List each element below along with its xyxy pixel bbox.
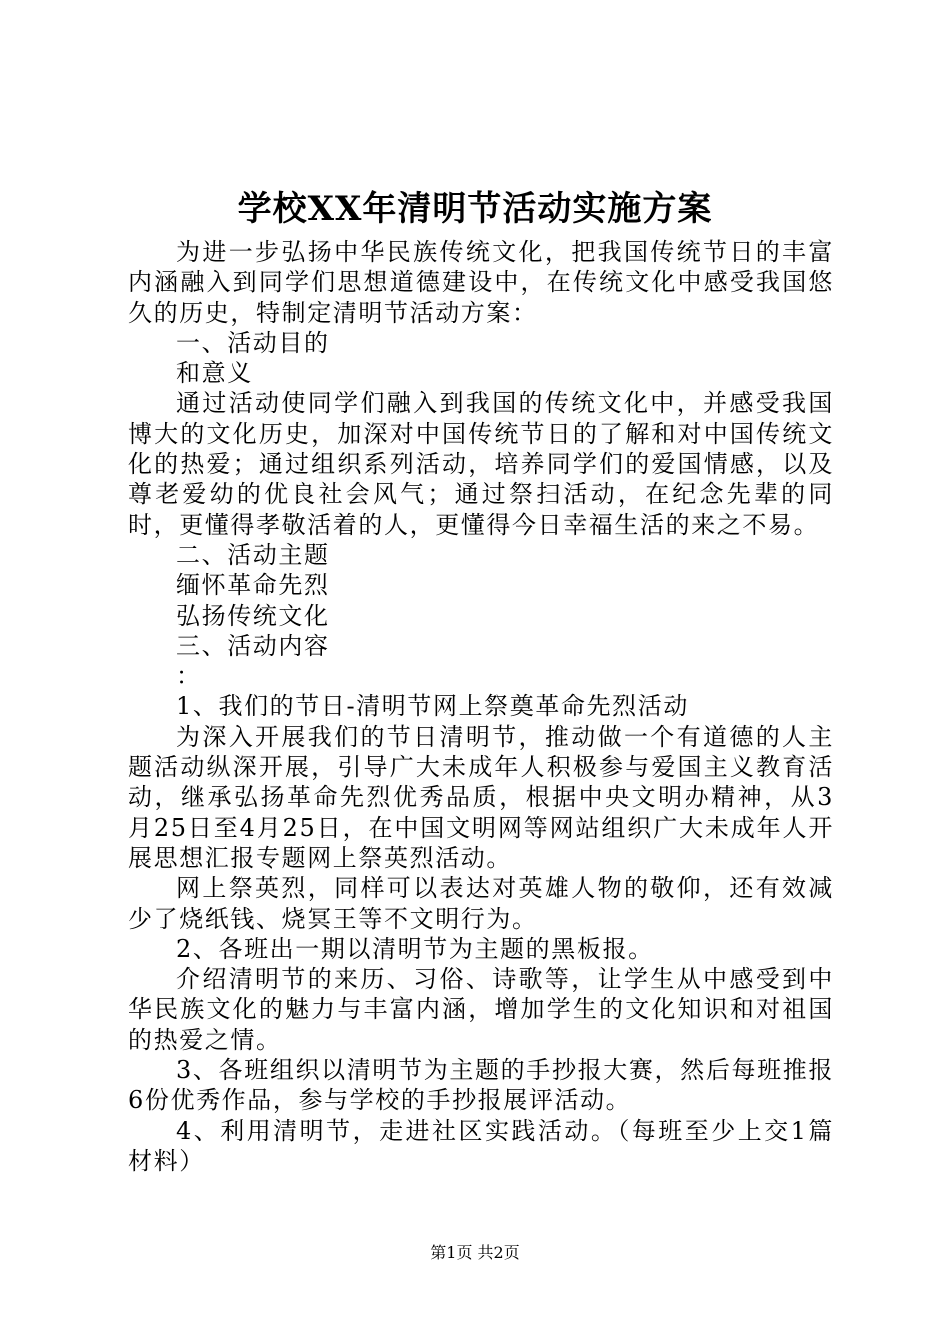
activity-1-heading: 1、我们的节日-清明节网上祭奠革命先烈活动 xyxy=(176,692,689,721)
theme-line-2: 弘扬传统文化 xyxy=(176,601,330,630)
activity-3-paragraph: 3、各班组织以清明节为主题的手抄报大赛，然后每班推报6份优秀作品，参与学校的手抄报展评活动。 xyxy=(128,1056,834,1115)
activity-1-paragraph-2: 网上祭英烈，同样可以表达对英雄人物的敬仰，还有效减少了烧纸钱、烧冥王等不文明行为。 xyxy=(128,874,834,933)
section-heading-content: 三、活动内容 xyxy=(176,631,330,660)
theme-line-1: 缅怀革命先烈 xyxy=(176,571,330,600)
colon-line: ： xyxy=(176,662,202,691)
paragraph-purpose: 通过活动使同学们融入到我国的传统文化中，并感受我国博大的文化历史，加深对中国传统节日的了解和对中国传统文化的热爱；通过组织系列活动，培养同学们的爱国情感，以及尊老爱幼的优良社会风气；通过祭扫活动，在纪念先辈的同时，更懂得孝敬活着的人，更懂得今日幸福生活的来之不易。 xyxy=(128,389,834,539)
document-body xyxy=(128,237,834,1176)
activity-2-paragraph: 介绍清明节的来历、习俗、诗歌等，让学生从中感受到中华民族文化的魅力与丰富内涵，增加学生的文化知识和对祖国的热爱之情。 xyxy=(128,965,834,1054)
section-heading-theme: 二、活动主题 xyxy=(176,540,330,569)
activity-4-paragraph: 4、利用清明节，走进社区实践活动。（每班至少上交1篇材料） xyxy=(128,1116,834,1175)
activity-2-heading: 2、各班出一期以清明节为主题的黑板报。 xyxy=(176,934,654,963)
paragraph-intro: 为进一步弘扬中华民族传统文化，把我国传统节日的丰富内涵融入到同学们思想道德建设中，在传统文化中感受我国悠久的历史，特制定清明节活动方案： xyxy=(128,238,834,327)
section-heading-purpose: 一、活动目的 xyxy=(176,328,330,357)
section-heading-meaning: 和意义 xyxy=(176,359,253,388)
activity-1-paragraph: 为深入开展我们的节日清明节，推动做一个有道德的人主题活动纵深开展，引导广大未成年人积极参与爱国主义教育活动，继承弘扬革命先烈优秀品质，根据中央文明办精神，从3月25日至4月25日，在中国文明网等网站组织广大未成年人开展思想汇报专题网上祭英烈活动。 xyxy=(128,722,834,872)
page-footer: 第1页 共2页 xyxy=(430,1243,520,1262)
document-title: 学校XX年清明节活动实施方案 xyxy=(237,189,713,229)
